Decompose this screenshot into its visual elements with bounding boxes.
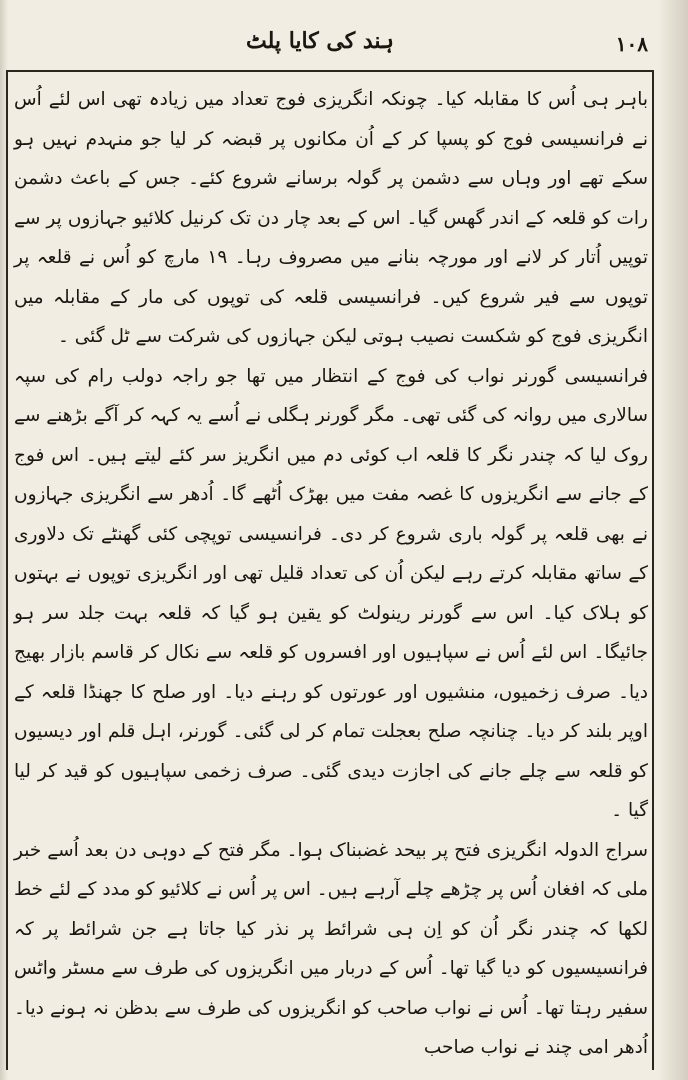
body-text: [14, 80, 648, 1068]
running-title: ہند کی کایا پلٹ: [246, 28, 394, 54]
paragraph-1: باہر ہی اُس کا مقابلہ کیا۔ چونکہ انگریزی فوج تعداد میں زیادہ تھی اس لئے اُس نے فرانسیسی فوج کو پسپا کر کے اُن مکانوں پر قبضہ کر لیا جو منہدم نہیں ہو سکے تھے اور وہاں سے دشمن پر گولہ برسانے شروع کئے۔ جس کے باعث دشمن رات کو قلعہ کے اندر گھس گیا۔ اس کے بعد چار دن تک کرنیل کلائیو جہازوں پر سے توپیں اُتار کر لانے اور مورچہ بنانے میں مصروف رہا۔ ۱۹ مارچ کو اُس نے قلعہ پر توپوں سے فیر شروع کیں۔ فرانسیسی قلعہ کی توپوں کی مار کے مقابلہ میں انگریزی فوج کو شکست نصیب ہوتی لیکن جہازوں کی شرکت سے ٹل گئی ۔: [14, 89, 648, 347]
page-number: ۱۰۸: [615, 32, 648, 56]
spine-shadow: [658, 0, 688, 1080]
page-header: [0, 18, 688, 66]
paragraph-3: سراج الدولہ انگریزی فتح پر بیحد غضبناک ہوا۔ مگر فتح کے دوہی دن بعد اُسے خبر ملی کہ افغان اُس پر چڑھے چلے آرہے ہیں۔ اس پر اُس نے کلائیو کو مدد کے لئے خط لکھا کہ چندر نگر اُن کو اِن ہی شرائط پر نذر کیا جاتا ہے جن شرائط پر کہ فرانسیسیوں کو دیا گیا تھا۔ اُس کے دربار میں انگریزوں کی طرف سے مسٹر واٹس سفیر رہتا تھا۔ اُس نے نواب صاحب کو انگریزوں کی طرف سے بدظن نہ ہونے دیا۔ اُدھر امی چند نے نواب صاحب: [14, 839, 648, 1058]
paragraph-2: فرانسیسی گورنر نواب کی فوج کے انتظار میں تھا جو راجہ دولب رام کی سپہ سالاری میں روانہ کی گئی تھی۔ مگر گورنر ہگلی نے اُسے یہ کہہ کر آگے بڑھنے سے روک لیا کہ چندر نگر کا قلعہ اب کوئی دم میں انگریز سر کئے لیتے ہیں۔ اس فوج کے جانے سے انگریزوں کا غصہ مفت میں بھڑک اُٹھے گا۔ اُدھر سے انگریزی جہازوں نے بھی قلعہ پر گولہ باری شروع کر دی۔ فرانسیسی توپچی کئی گھنٹے تک دلاوری کے ساتھ مقابلہ کرتے رہے لیکن اُن کی تعداد قلیل تھی اور انگریزی توپوں نے بہتوں کو ہلاک کیا۔ اس سے گورنر رینولٹ کو یقین ہو گیا کہ قلعہ بہت جلد سر ہو جائیگا۔ اس لئے اُس نے سپاہیوں اور افسروں کو قلعہ سے نکال کر قاسم بازار بھیج دیا۔ صرف زخمیوں، منشیوں اور عورتوں کو رہنے دیا۔ اور صلح کا جھنڈا قلعہ کے اوپر بلند کر دیا۔ چنانچہ صلح بعجلت تمام کر لی گئی۔ گورنر، اہل قلم اور دیسیوں کو قلعہ سے چلے جانے کی اجازت دیدی گئی۔ صرف زخمی سپاہیوں کو قید کر لیا گیا ۔: [14, 365, 648, 821]
